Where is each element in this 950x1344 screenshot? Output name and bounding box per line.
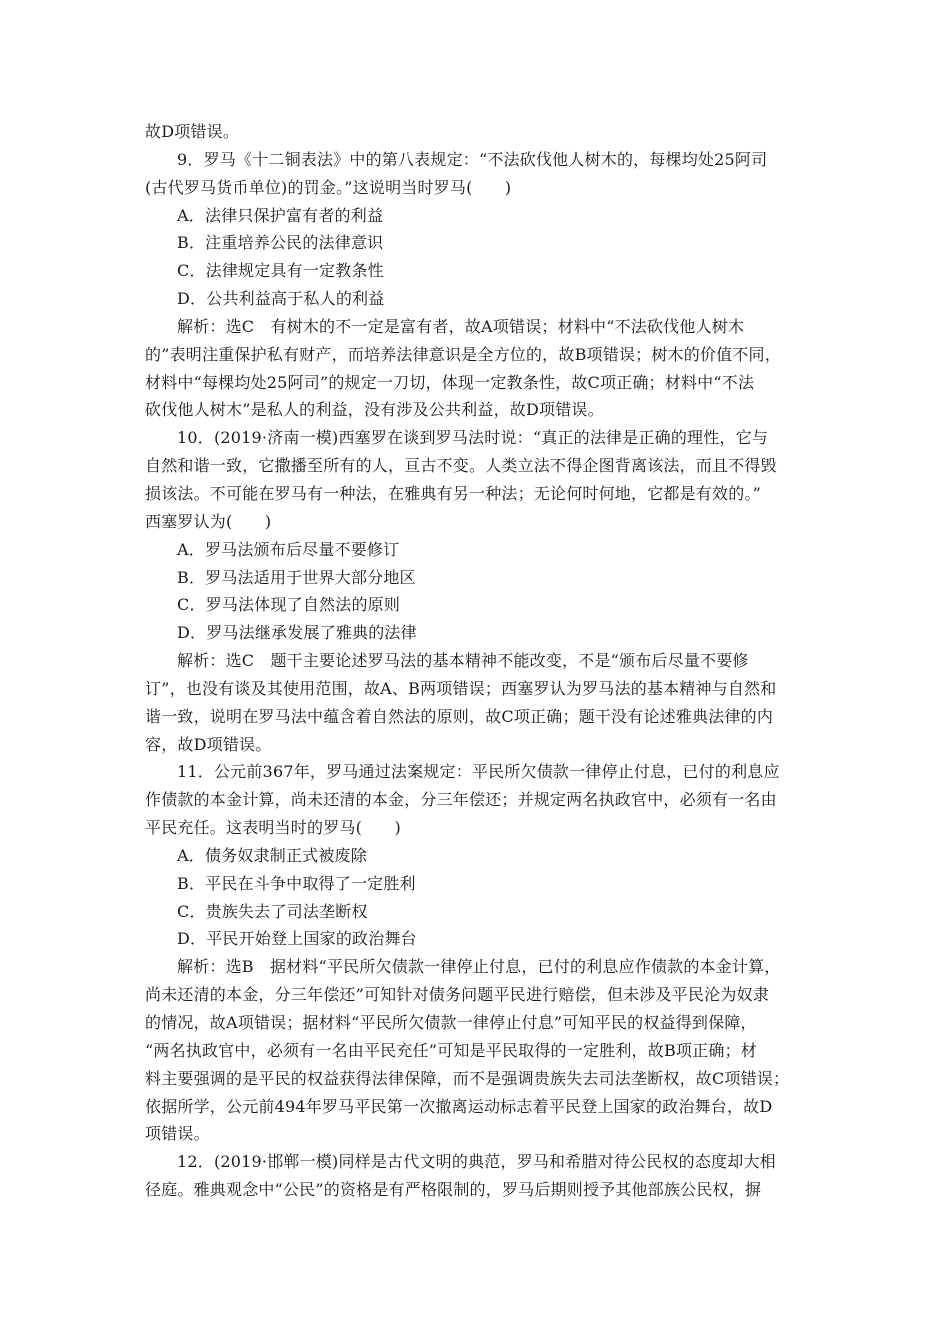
text-line: A．罗马法颁布后尽量不要修订 [177,539,400,559]
text-line: 故D项错误。 [145,122,240,141]
text-line: 自然和谐一致，它撒播至所有的人，亘古不变。人类立法不得企图背离该法，而且不得毁 [145,456,777,476]
text-line: B．平民在斗争中取得了一定胜利 [177,873,416,893]
text-line: 容，故D项错误。 [145,734,272,754]
text-line: 解析：选C 题干主要论述罗马法的基本精神不能改变，不是“颁布后尽量不要修 [177,651,749,671]
text-line: 料主要强调的是平民的权益获得法律保障，而不是强调贵族失去司法垄断权，故C项错误； [145,1068,790,1088]
text-line: A．法律只保护富有者的利益 [177,205,384,225]
text-line: 9．罗马《十二铜表法》中的第八表规定：“不法砍伐他人树木的，每棵均处25阿司 [177,149,768,169]
text-line: 作债款的本金计算，尚未还清的本金，分三年偿还；并规定两名执政官中，必须有一名由 [145,790,777,810]
text-line: 解析：选B 据材料“平民所欠债款一律停止付息，已付的利息应作债款的本金计算， [177,957,781,977]
text-line: C．法律规定具有一定教条性 [177,261,384,281]
text-line: 损该法。不可能在罗马有一种法，在雅典有另一种法；无论何时何地，它都是有效的。” [145,483,761,503]
text-line: 谐一致，说明在罗马法中蕴含着自然法的原则，故C项正确；题干没有论述雅典法律的内 [145,706,774,726]
text-line: 径庭。雅典观念中“公民”的资格是有严格限制的，罗马后期则授予其他部族公民权，摒 [145,1180,762,1200]
text-line: 的情况，故A项错误；据材料“平民所欠债款一律停止付息”可知平民的权益得到保障， [145,1013,757,1032]
text-line: 砍伐他人树木”是私人的利益，没有涉及公共利益，故D项错误。 [145,400,604,420]
text-line: 的”表明注重保护私有财产，而培养法律意识是全方位的，故B项错误；树木的价值不同， [145,344,781,364]
text-line: 平民充任。这表明当时的罗马( ) [145,818,401,838]
text-line: 12．(2019·邯郸一模)同样是古代文明的典范，罗马和希腊对待公民权的态度却大相 [177,1152,776,1172]
text-line: 西塞罗认为( ) [145,511,272,531]
text-line: 项错误。 [145,1124,210,1144]
text-line: 依据所学，公元前494年罗马平民第一次撤离运动标志着平民登上国家的政治舞台，故D [145,1096,773,1116]
text-line: 订”，也没有谈及其使用范围，故A、B两项错误；西塞罗认为罗马法的基本精神与自然和 [145,678,777,698]
document-page [145,118,809,1204]
text-line: D．罗马法继承发展了雅典的法律 [177,623,417,643]
text-line: 尚未还清的本金，分三年偿还”可知针对债务问题平民进行赔偿，但未涉及平民沦为奴隶 [145,985,769,1005]
text-line: “两名执政官中，必须有一名由平民充任”可知是平民取得的一定胜利，故B项正确；材 [145,1040,757,1060]
text-line: C．罗马法体现了自然法的原则 [177,595,401,615]
text-line: (古代罗马货币单位)的罚金。”这说明当时罗马( ) [145,177,512,197]
text-line: 材料中“每棵均处25阿司”的规定一刀切，体现一定教条性，故C项正确；材料中“不法 [145,372,755,392]
text-line: 10．(2019·济南一模)西塞罗在谈到罗马法时说：“真正的法律是正确的理性，它与 [177,428,769,448]
text-line: C．贵族失去了司法垄断权 [177,901,368,921]
text-line: 11．公元前367年，罗马通过法案规定：平民所欠债款一律停止付息，已付的利息应 [177,762,780,782]
text-line: D．公共利益高于私人的利益 [177,289,385,309]
text-line: B．注重培养公民的法律意识 [177,233,384,253]
text-line: D．平民开始登上国家的政治舞台 [177,929,417,949]
text-line: B．罗马法适用于世界大部分地区 [177,567,416,587]
text-line: 解析：选C 有树木的不一定是富有者，故A项错误；材料中“不法砍伐他人树木 [177,316,745,336]
text-line: A．债务奴隶制正式被废除 [177,845,367,865]
